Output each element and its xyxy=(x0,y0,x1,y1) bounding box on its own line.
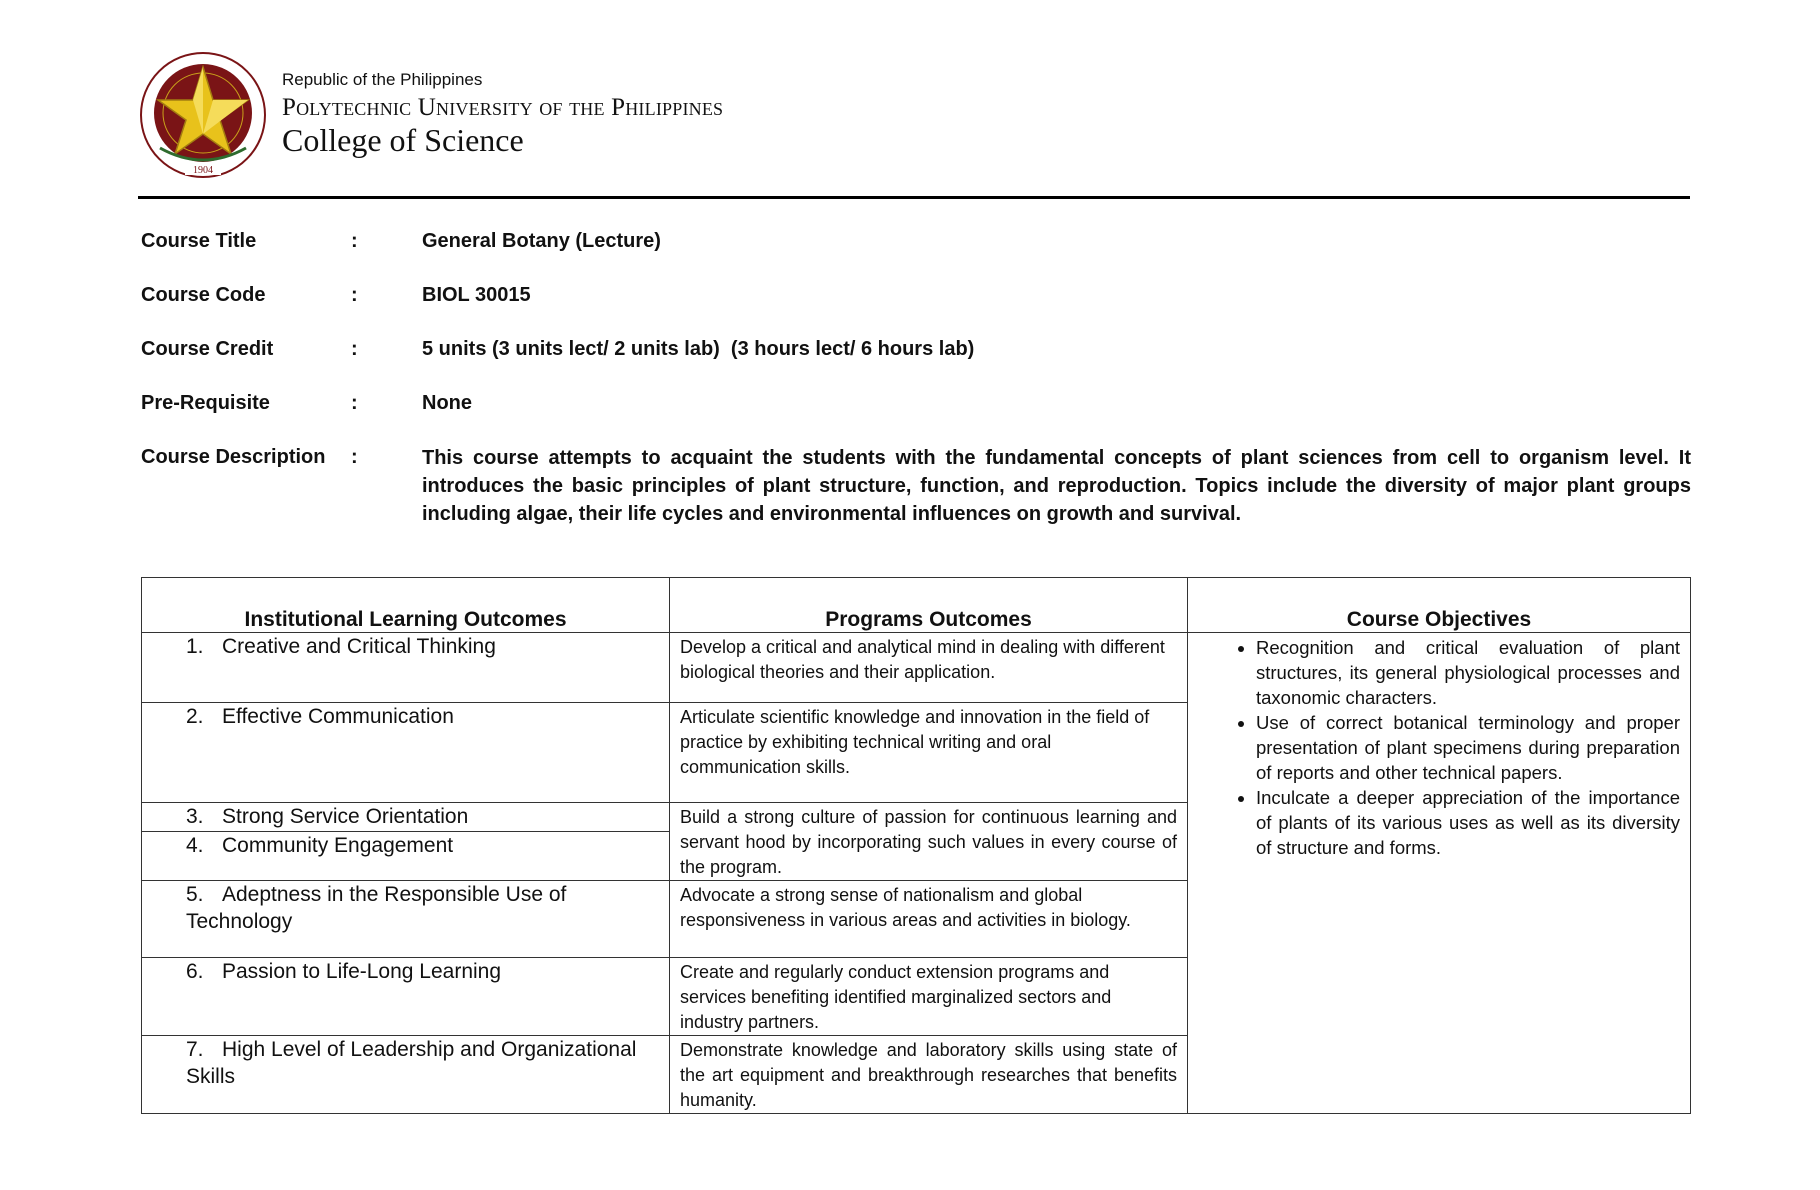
course-title-row xyxy=(141,228,1691,255)
ilo-item: 1. Creative and Critical Thinking xyxy=(142,633,670,703)
colon: : xyxy=(351,230,358,252)
table-header-row xyxy=(142,578,1691,633)
course-code-row xyxy=(141,282,1691,309)
colon: : xyxy=(351,392,358,414)
ilo-item: 6. Passion to Life-Long Learning xyxy=(142,958,670,1036)
course-code-value: BIOL 30015 xyxy=(422,284,531,306)
ilo-item: 4. Community Engagement xyxy=(142,832,670,881)
header-programs-outcomes: Programs Outcomes xyxy=(670,578,1188,633)
colon: : xyxy=(351,446,358,468)
university-seal-icon xyxy=(138,50,268,180)
outcomes-table xyxy=(141,577,1691,1114)
course-description-label: Course Description xyxy=(141,446,326,468)
objectives-list xyxy=(1198,635,1680,860)
po-item: Advocate a strong sense of nationalism and global responsiveness in various areas and activities in biology. xyxy=(670,881,1188,958)
po-item: Demonstrate knowledge and laboratory skills using state of the art equipment and breakthrough researches that benefits humanity. xyxy=(670,1036,1188,1114)
university-name: Polytechnic University of the Philippines xyxy=(282,94,724,121)
ilo-item: 5. Adeptness in the Responsible Use of Technology xyxy=(142,881,670,958)
course-title-value: General Botany (Lecture) xyxy=(422,230,661,252)
course-credit-label: Course Credit xyxy=(141,338,274,360)
svg-text:1904: 1904 xyxy=(193,165,213,176)
letterhead xyxy=(138,50,1698,198)
po-item: Create and regularly conduct extension programs and services benefiting identified marginalized sectors and industry partners. xyxy=(670,958,1188,1036)
po-item: Articulate scientific knowledge and innovation in the field of practice by exhibiting technical writing and oral communication skills. xyxy=(670,703,1188,803)
list-item: • Inculcate a deeper appreciation of the importance of plants of its various uses as well as its diversity of structure and forms. xyxy=(1256,785,1680,860)
list-item: • Recognition and critical evaluation of plant structures, its general physiological processes and taxonomic characters. xyxy=(1256,635,1680,710)
ilo-item: 3. Strong Service Orientation xyxy=(142,803,670,832)
course-credit-value: 5 units (3 units lect/ 2 units lab) (3 hours lect/ 6 hours lab) xyxy=(422,338,975,360)
prerequisite-row xyxy=(141,390,1691,417)
header-ilo: Institutional Learning Outcomes xyxy=(142,578,670,633)
course-info xyxy=(141,228,1691,555)
college-name: College of Science xyxy=(282,122,524,158)
po-item: Build a strong culture of passion for continuous learning and servant hood by incorporating such values in every course of the program. xyxy=(670,803,1188,881)
ilo-item: 2. Effective Communication xyxy=(142,703,670,803)
header-course-objectives: Course Objectives xyxy=(1188,578,1691,633)
header-divider xyxy=(138,196,1690,199)
ilo-item: 7. High Level of Leadership and Organizational Skills xyxy=(142,1036,670,1114)
po-item: Develop a critical and analytical mind in dealing with different biological theories and their application. xyxy=(670,633,1188,703)
course-credit-row xyxy=(141,336,1691,363)
course-title-label: Course Title xyxy=(141,230,257,252)
colon: : xyxy=(351,338,358,360)
course-description-row xyxy=(141,444,1691,528)
course-code-label: Course Code xyxy=(141,284,266,306)
prerequisite-label: Pre-Requisite xyxy=(141,392,270,414)
colon: : xyxy=(351,284,358,306)
table-row xyxy=(142,633,1691,703)
course-objectives-cell xyxy=(1188,633,1691,1114)
republic-line: Republic of the Philippines xyxy=(282,70,483,89)
list-item: • Use of correct botanical terminology and proper presentation of plant specimens during preparation of reports and other technical papers. xyxy=(1256,710,1680,785)
course-description-value: This course attempts to acquaint the students with the fundamental concepts of plant sciences from cell to organism level. It introduces the basic principles of plant structure, function, and reproduction. Topics include the diversity of major plant groups including algae, their life cycles and environmental influences on growth and survival. xyxy=(422,447,1691,525)
prerequisite-value: None xyxy=(422,392,472,414)
